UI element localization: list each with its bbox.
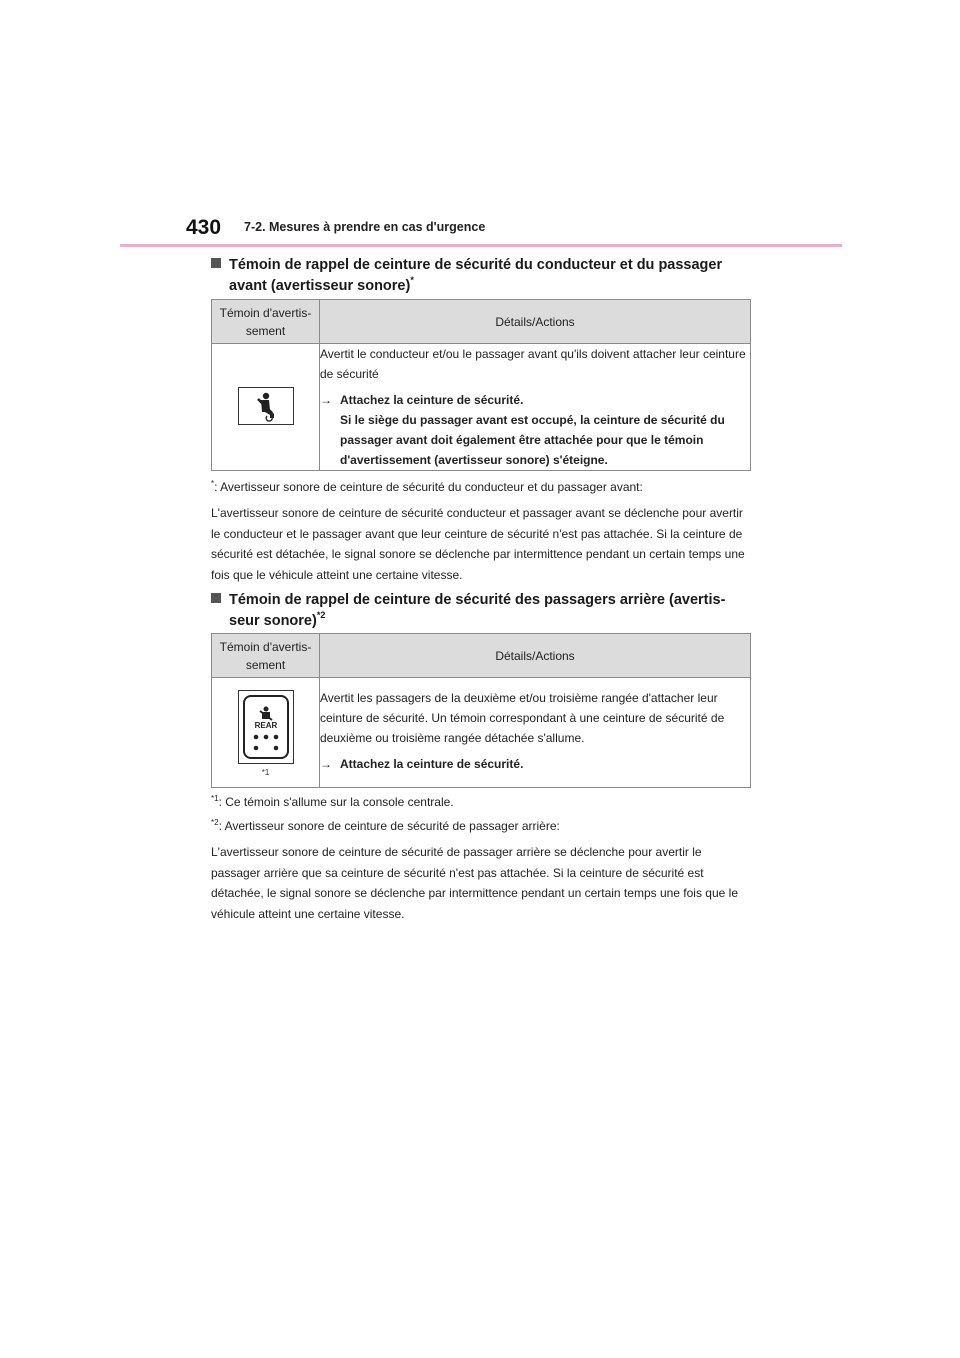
- column-header-details: Détails/Actions: [320, 300, 751, 344]
- footnote-1: $^{*1}$: Ce témoin s'allume sur la console centrale.: [211, 794, 454, 809]
- table-header-row: [212, 300, 751, 344]
- table-row: [212, 678, 751, 788]
- details-cell: [320, 344, 751, 471]
- column-header-warning-light: Témoin d'avertis- sement: [212, 300, 320, 344]
- action-title: Attachez la ceinture de sécurité.: [340, 757, 524, 771]
- header-rule: [120, 244, 842, 247]
- footnote-mark: *: [211, 479, 215, 488]
- warning-table-rear: [211, 633, 751, 788]
- footnote-front: *: Avertisseur sonore de ceinture de sécurité du conducteur et du passager avant:: [211, 479, 643, 494]
- section-heading-line2: seur sonore): [229, 613, 317, 629]
- footnote-mark: *2: [316, 610, 326, 620]
- footnote-mark: *: [410, 275, 414, 285]
- column-header-details: Détails/Actions: [320, 634, 751, 678]
- footnote-2: $^{*2}$: Avertisseur sonore de ceinture de sécurité de passager arrière:: [211, 818, 560, 833]
- section-heading-front-seatbelt: [211, 255, 751, 297]
- section-heading-line1: Témoin de rappel de ceinture de sécurité des passagers arrière (avertis-: [229, 592, 726, 608]
- rear-seatbelt-reminder-icon: [238, 690, 294, 764]
- icon-cell: [212, 678, 320, 788]
- paragraph-front: L'avertisseur sonore de ceinture de sécurité conducteur et passager avant se déclenche pour avertir le conducteur et le passager avant que leur ceinture de sécurité n'est pas attachée. Si la ceinture de sécurité est détachée, le signal sonore se déclenche par intermittence pendant un certain temps une fois que le véhicule atteint une certaine vitesse.: [211, 506, 745, 582]
- details-cell: [320, 678, 751, 788]
- footnote-mark: *1: [211, 794, 219, 803]
- icon-cell: [212, 344, 320, 471]
- arrow-icon: →: [320, 393, 332, 407]
- section-heading-rear-seatbelt: [211, 590, 751, 632]
- action-item: [320, 390, 750, 470]
- warning-description: Avertit le conducteur et/ou le passager avant qu'ils doivent attacher leur ceinture de sécurité: [320, 347, 746, 381]
- table-row: [212, 344, 751, 471]
- footnote-mark: *2: [211, 818, 219, 827]
- action-detail: Si le siège du passager avant est occupé, la ceinture de sécurité du passager avant doit également être attachée pour que le témoin d'avertissement (avertisseur sonore) s'éteigne.: [340, 413, 725, 467]
- section-heading-line1: Témoin de rappel de ceinture de sécurité du conducteur et du passager: [229, 257, 723, 273]
- warning-table-front: [211, 299, 751, 471]
- page-number: 430: [186, 216, 222, 239]
- paragraph-rear: L'avertisseur sonore de ceinture de sécurité de passager arrière se déclenche pour avertir le passager arrière que sa ceinture de sécurité n'est pas attachée. Si la ceinture de sécurité est détachée, le signal sonore se déclenche par intermittence pendant un certain temps une fois que le véhicule atteint une certaine vitesse.: [211, 845, 739, 921]
- chapter-title: 7-2. Mesures à prendre en cas d'urgence: [244, 220, 486, 234]
- seatbelt-warning-icon: [238, 387, 294, 425]
- rear-label: REAR: [254, 721, 277, 730]
- section-bullet: [211, 258, 221, 268]
- action-title: Attachez la ceinture de sécurité.: [340, 393, 524, 407]
- table-header-row: [212, 634, 751, 678]
- action-item: [320, 754, 750, 774]
- section-heading-line2: avant (avertisseur sonore): [229, 278, 411, 294]
- icon-footnote-ref: *1: [261, 768, 270, 777]
- arrow-icon: →: [320, 757, 332, 771]
- column-header-warning-light: Témoin d'avertis- sement: [212, 634, 320, 678]
- warning-description: Avertit les passagers de la deuxième et/ou troisième rangée d'attacher leur ceinture de sécurité. Un témoin correspondant à une ceinture de sécurité de deuxième ou troisième rangée détachée s'allume.: [320, 691, 725, 745]
- section-bullet: [211, 593, 221, 603]
